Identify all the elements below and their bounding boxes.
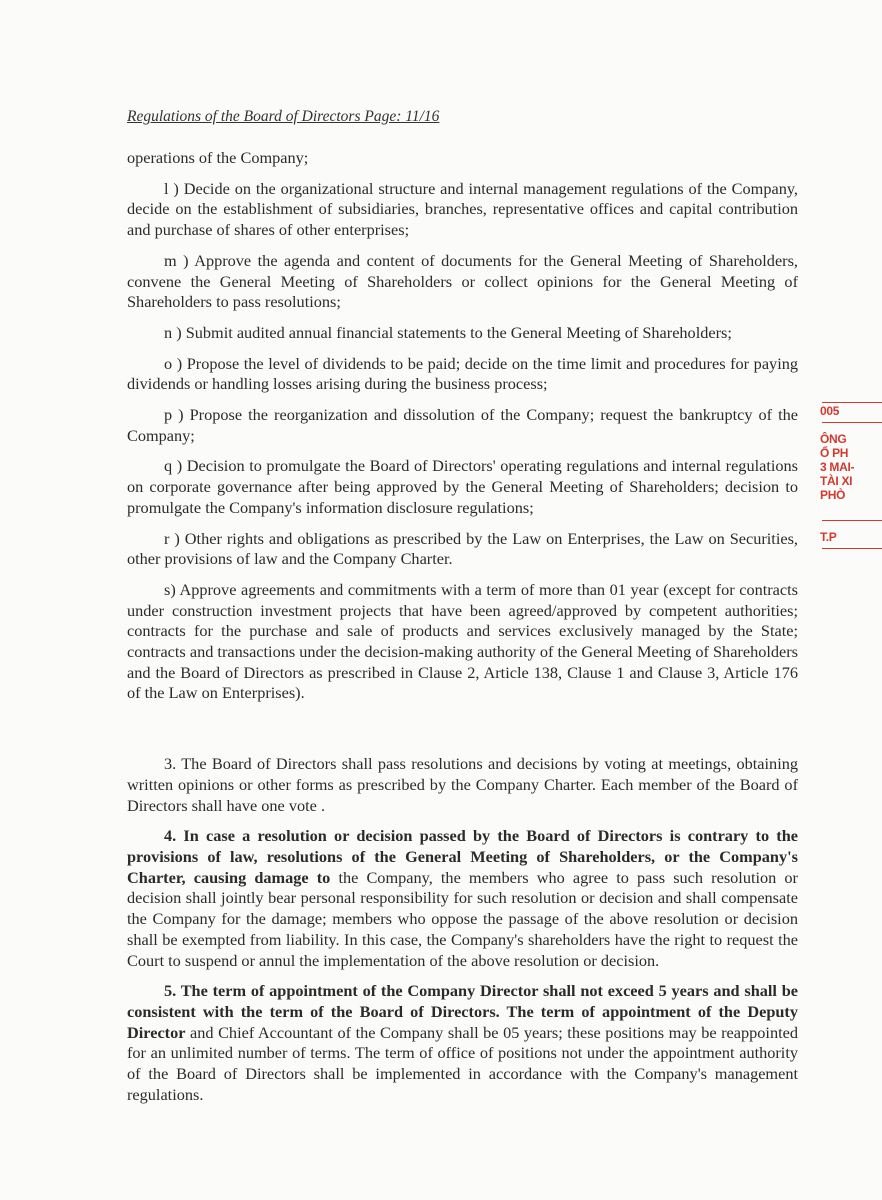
seal-line [822,402,882,403]
page-header: Regulations of the Board of Directors Page: 11/16 [127,108,440,125]
paragraph-s: s) Approve agreements and commitments with a term of more than 01 year (except for contracts under construction investment projects that have been agreed/approved by competent authorities; contracts for the purchase and sale of products and services exclusively managed by the State; contracts and transactions under the decision-making authority of the General Meeting of Shareholders and the Board of Directors as prescribed in Clause 2, Article 138, Clause 1 and Clause 3, Article 176 of the Law on Enterprises). [127,579,798,703]
paragraph-m: m ) Approve the agenda and content of documents for the General Meeting of Shareholders, convene the General Meeting of Shareholders or collect opinions for the General Meeting of Shareholders to pass resolutions; [127,250,798,312]
paragraph-4-rest: the Company, the members who agree to pass such resolution or decision shall jointly bear personal responsibility for such resolution or decision and shall compensate the Company for the damage; members who oppose the passage of the above resolution or decision shall be exempted from liability. In this case, the Company's shareholders have the right to request the Court to suspend or annul the implementation of the above resolution or decision. [127,867,798,970]
paragraph-4-bold: 4. In case a resolution or decision passed by the Board of Directors is contrary to the provisions of law, resolutions of the General Meeting of Shareholders, or the Company's Charter, causing damage to [127,826,798,887]
paragraph-q: q ) Decision to promulgate the Board of Directors' operating regulations and internal regulations on corporate governance after being approved by the General Meeting of Shareholders; decision to promulgate the Company's information disclosure regulations; [127,456,798,517]
paragraph-5-rest: and Chief Accountant of the Company shall be 05 years; these positions may be reappointed for an unlimited number of terms. The term of office of positions not under the appointment authority of the Board of Directors shall be implemented in accordance with the Company's management regulations. [127,1022,798,1104]
paragraph-3: 3. The Board of Directors shall pass resolutions and decisions by voting at meetings, obtaining written opinions or other forms as prescribed by the Company Charter. Each member of the Board of Directors shall have one vote . [127,754,798,815]
paragraph-p: p ) Propose the reorganization and dissolution of the Company; request the bankruptcy of the Company; [127,405,798,445]
seal-line [822,520,882,521]
paragraph-l: l ) Decide on the organizational structure and internal management regulations of the Company, decide on the establishment of subsidiaries, branches, representative offices and capital contribution and purchase of shares of other enterprises; [127,178,798,240]
seal-text: PHÒ [820,488,846,502]
paragraph-continuation: operations of the Company; [127,148,309,167]
seal-line [822,548,882,549]
seal-text: ÔNG [820,432,847,446]
seal-line [822,422,882,423]
seal-text: 005 [820,404,840,418]
seal-text: 3 MAI- [820,460,855,474]
seal-text: TÀI XI [820,474,853,488]
document-body [127,148,798,1115]
paragraph-4 [127,826,798,971]
company-seal-fragment [812,398,855,578]
paragraph-o: o ) Propose the level of dividends to be paid; decide on the time limit and procedures for paying dividends or handling losses arising during the business process; [127,353,798,394]
seal-text: Ổ PH [820,446,849,460]
seal-text: T.P [820,530,837,544]
paragraph-r: r ) Other rights and obligations as prescribed by the Law on Enterprises, the Law on Securities, other provisions of law and the Company Charter. [127,528,798,569]
paragraph-n: n ) Submit audited annual financial statements to the General Meeting of Shareholders; [164,322,732,342]
paragraph-5 [127,981,798,1105]
paragraph-5-bold: 5. The term of appointment of the Company Director shall not exceed 5 years and shall be consistent with the term of the Board of Directors. The term of appointment of the Deputy Director [127,981,798,1042]
